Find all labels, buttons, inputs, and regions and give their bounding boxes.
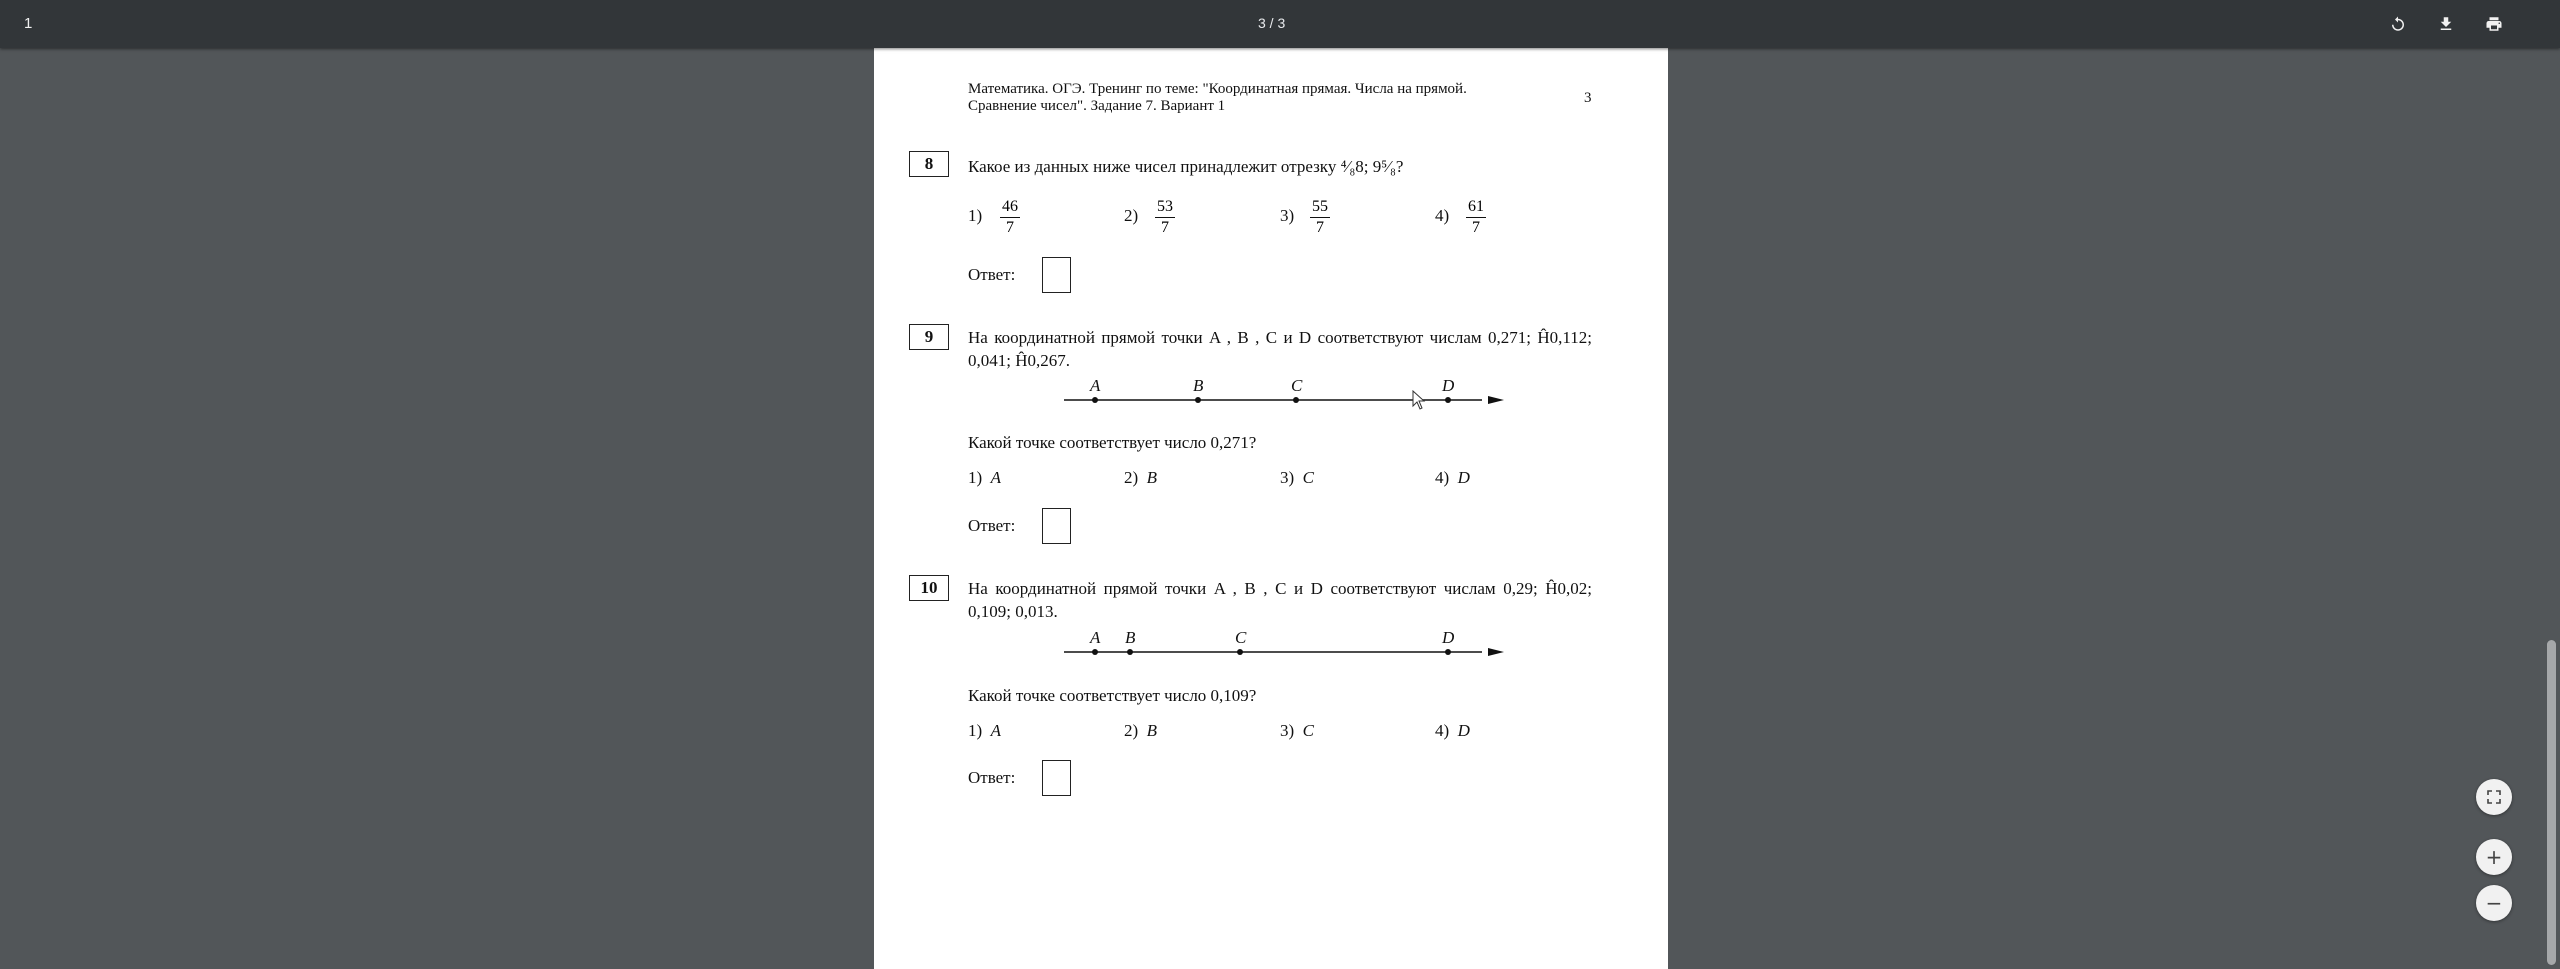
q9-option-3: 3) C: [1280, 468, 1315, 487]
q9-point-d: [1445, 397, 1451, 403]
q8-answer-box[interactable]: [1042, 257, 1071, 293]
q9-question: Какой точке соответствует число 0,271?: [968, 433, 1257, 452]
q9-point-a: [1092, 397, 1098, 403]
q10-question: Какой точке соответствует число 0,109?: [968, 686, 1257, 705]
q9-label-b: B: [1193, 376, 1204, 395]
q9-number-line: [1064, 376, 1504, 406]
q8-option-4: 4): [1435, 206, 1450, 225]
q8-option-4-fraction: $\frac{61}{7}$: [1468, 198, 1484, 236]
q9-option-2: 2) B: [1124, 468, 1158, 487]
document-title: 1: [24, 15, 33, 32]
question-9-number: 9: [909, 324, 949, 350]
print-icon: [2485, 15, 2503, 33]
q9-label-c: C: [1291, 376, 1303, 395]
print-button[interactable]: [2480, 10, 2508, 38]
q9-answer-box[interactable]: [1042, 508, 1071, 544]
zoom-out-button[interactable]: [2476, 885, 2512, 921]
q10-option-2: 2) B: [1124, 721, 1158, 740]
q10-label-d: D: [1442, 628, 1455, 647]
fit-page-button[interactable]: [2476, 779, 2512, 815]
question-10-number: 10: [909, 575, 949, 601]
q8-option-2-fraction: $\frac{53}{7}$: [1157, 198, 1173, 236]
question-8-text: Какое из данных ниже чисел принадлежит отрезку ⁴⁄₈8; 9⁵⁄₈?: [968, 157, 1404, 176]
zoom-in-button[interactable]: [2476, 839, 2512, 875]
page-indicator: 3 / 3: [1258, 15, 1286, 31]
pdf-toolbar: [0, 0, 2560, 48]
q8-option-2: 2): [1124, 206, 1139, 225]
q8-option-3: 3): [1280, 206, 1295, 225]
q10-label-b: B: [1125, 628, 1136, 647]
q9-answer-label: Ответ:: [968, 516, 1016, 535]
q10-number-line: [1064, 628, 1504, 658]
q10-point-d: [1445, 649, 1451, 655]
question-9-text: На координатной прямой точки A , B , C и D соответствуют числам 0,271; Ĥ0,112; 0,041; Ĥ0,267.: [968, 328, 1592, 370]
q9-point-b: [1195, 397, 1201, 403]
page-header: Математика. ОГЭ. Тренинг по теме: "Координатная прямая. Числа на прямой. Сравнение чисел". Задание 7. Вариант 1: [968, 81, 1467, 114]
pdf-page: [874, 48, 1668, 969]
rotate-button[interactable]: [2384, 10, 2412, 38]
question-10-text: На координатной прямой точки A , B , C и D соответствуют числам 0,29; Ĥ0,02; 0,109; 0,013.: [968, 579, 1592, 621]
q9-option-1: 1) A: [968, 468, 1002, 487]
download-button[interactable]: [2432, 10, 2460, 38]
page-number: 3: [1584, 90, 1592, 106]
q10-option-1: 1) A: [968, 721, 1002, 740]
q10-label-a: A: [1090, 628, 1101, 647]
q8-option-3-fraction: $\frac{55}{7}$: [1312, 198, 1328, 236]
q8-answer-label: Ответ:: [968, 265, 1016, 284]
q9-label-d: D: [1442, 376, 1455, 395]
q10-option-3: 3) C: [1280, 721, 1315, 740]
q10-point-b: [1127, 649, 1133, 655]
fit-page-icon: [2486, 789, 2502, 805]
scrollbar-thumb[interactable]: [2547, 640, 2556, 965]
q8-option-1-fraction: $\frac{46}{7}$: [1002, 198, 1018, 236]
vertical-scrollbar[interactable]: [2543, 48, 2560, 969]
download-icon: [2437, 15, 2455, 33]
mouse-cursor-icon: [1412, 390, 1426, 410]
q10-answer-box[interactable]: [1042, 760, 1071, 796]
rotate-icon: [2389, 15, 2407, 33]
q9-option-4: 4) D: [1435, 468, 1470, 487]
q8-option-1: 1): [968, 206, 983, 225]
q10-answer-label: Ответ:: [968, 768, 1016, 787]
plus-icon: +: [2485, 845, 2503, 869]
q10-option-4: 4) D: [1435, 721, 1470, 740]
question-8-number: 8: [909, 151, 949, 177]
q10-point-a: [1092, 649, 1098, 655]
q10-label-c: C: [1235, 628, 1247, 647]
q10-point-c: [1237, 649, 1243, 655]
q9-label-a: A: [1090, 376, 1101, 395]
minus-icon: −: [2485, 891, 2503, 915]
q9-point-c: [1293, 397, 1299, 403]
